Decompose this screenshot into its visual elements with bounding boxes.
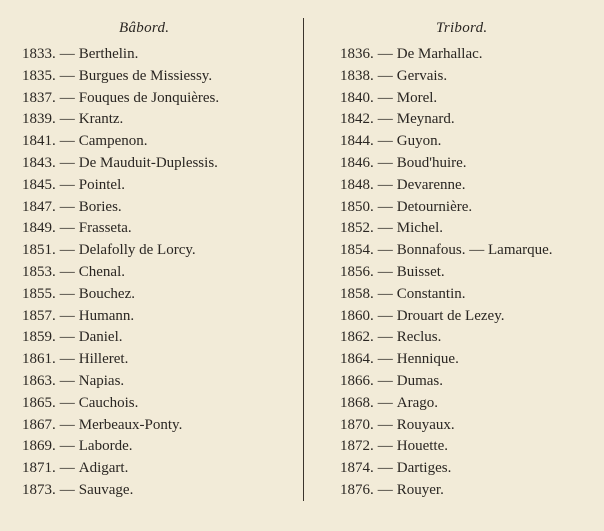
- entry-dash: —: [377, 481, 393, 498]
- entry-dash: —: [377, 372, 393, 389]
- entry-year: 1861.: [22, 351, 56, 368]
- entry-name: De Marhallac.: [396, 46, 483, 62]
- entry-dash: —: [59, 307, 75, 324]
- list-item: [22, 284, 297, 306]
- entry-name: Drouart de Lezey.: [396, 307, 505, 324]
- entry-dash: —: [59, 154, 75, 171]
- entry-dash: —: [377, 220, 393, 237]
- entry-dash: —: [377, 89, 393, 106]
- list-item: [340, 480, 602, 502]
- list-item: [340, 371, 602, 393]
- entry-dash: —: [377, 242, 393, 259]
- entry-dash: —: [59, 198, 75, 215]
- entry-dash: —: [377, 285, 393, 302]
- entry-list-tribord: [340, 44, 602, 502]
- list-item: [340, 284, 602, 306]
- list-item: [340, 153, 602, 175]
- entry-dash: —: [59, 372, 75, 389]
- entry-year: 1855.: [22, 285, 56, 302]
- entry-name: Houette.: [396, 438, 448, 455]
- entry-dash: —: [377, 176, 393, 193]
- list-item: [340, 436, 602, 458]
- column-divider: [303, 18, 304, 501]
- list-item: [340, 327, 602, 349]
- list-item: [22, 458, 297, 480]
- entry-year: 1871.: [22, 460, 56, 477]
- entry-dash: —: [59, 133, 75, 150]
- entry-dash: —: [377, 329, 393, 346]
- column-header-babord: Bâbord.: [119, 20, 170, 36]
- entry-dash: —: [377, 351, 393, 368]
- entry-name: Rouyaux.: [396, 416, 455, 433]
- entry-year: 1835.: [22, 67, 56, 84]
- list-item: [340, 44, 602, 66]
- column-babord: [22, 18, 297, 502]
- entry-name: Campenon.: [78, 133, 148, 150]
- entry-dash: —: [377, 438, 393, 455]
- entry-name: Frasseta.: [78, 220, 132, 237]
- entry-dash: —: [377, 154, 393, 171]
- list-item: [340, 415, 602, 437]
- entry-year: 1851.: [22, 242, 56, 259]
- entry-dash: —: [59, 481, 75, 498]
- entry-year: 1853.: [22, 263, 56, 280]
- column-header-tribord: Tribord.: [436, 20, 488, 36]
- entry-year: 1869.: [22, 438, 56, 455]
- entry-name: Adigart.: [78, 460, 129, 477]
- list-item: [22, 262, 297, 284]
- list-item: [340, 175, 602, 197]
- entry-year: 1872.: [340, 438, 374, 455]
- entry-name: Buisset.: [396, 263, 445, 280]
- list-item: [22, 436, 297, 458]
- entry-year: 1844.: [340, 133, 374, 150]
- list-item: [22, 371, 297, 393]
- entry-name: Bories.: [78, 198, 122, 215]
- entry-name: Humann.: [78, 307, 135, 324]
- entry-dash: —: [59, 351, 75, 368]
- entry-name: Chenal.: [78, 263, 125, 280]
- entry-name: Gervais.: [396, 67, 448, 84]
- entry-name: Bouchez.: [78, 285, 135, 302]
- entry-dash: —: [59, 438, 75, 455]
- entry-dash: —: [377, 111, 393, 128]
- list-item: [340, 306, 602, 328]
- entry-name: Laborde.: [78, 438, 133, 455]
- entry-year: 1833.: [22, 46, 56, 62]
- entry-year: 1850.: [340, 198, 374, 215]
- entry-year: 1862.: [340, 329, 374, 346]
- entry-year: 1847.: [22, 198, 56, 215]
- list-item: [22, 109, 297, 131]
- list-item: [22, 349, 297, 371]
- list-item: [340, 458, 602, 480]
- entry-year: 1854.: [340, 242, 374, 259]
- entry-dash: —: [59, 176, 75, 193]
- entry-year: 1848.: [340, 176, 374, 193]
- list-item: [340, 197, 602, 219]
- entry-name: Cauchois.: [78, 394, 139, 411]
- entry-name: Meynard.: [396, 111, 455, 128]
- entry-year: 1873.: [22, 481, 56, 498]
- entry-year: 1840.: [340, 89, 374, 106]
- list-item: [22, 306, 297, 328]
- entry-name: Boud'huire.: [396, 154, 467, 171]
- entry-year: 1856.: [340, 263, 374, 280]
- entry-name: Reclus.: [396, 329, 442, 346]
- list-item: [340, 240, 602, 262]
- entry-dash: —: [59, 285, 75, 302]
- entry-dash: —: [377, 133, 393, 150]
- entry-list-babord: [22, 44, 297, 502]
- entry-name: Daniel.: [78, 329, 123, 346]
- list-item: [340, 349, 602, 371]
- list-item: [340, 393, 602, 415]
- list-item: [22, 88, 297, 110]
- entry-year: 1857.: [22, 307, 56, 324]
- entry-year: 1876.: [340, 481, 374, 498]
- entry-year: 1836.: [340, 46, 374, 62]
- entry-dash: —: [377, 394, 393, 411]
- entry-dash: —: [377, 307, 393, 324]
- entry-dash: —: [59, 242, 75, 259]
- entry-name: Hennique.: [396, 351, 459, 368]
- list-item: [22, 415, 297, 437]
- entry-name: Morel.: [396, 89, 438, 106]
- entry-year: 1863.: [22, 372, 56, 389]
- entry-name: Devarenne.: [396, 176, 466, 193]
- list-item: [340, 218, 602, 240]
- entry-dash: —: [59, 460, 75, 477]
- entry-name: Rouyer.: [396, 481, 444, 498]
- list-item: [22, 197, 297, 219]
- entry-name: Bonnafous. — Lamarque.: [396, 242, 553, 259]
- entry-name: Pointel.: [78, 176, 126, 193]
- entry-name: Michel.: [396, 220, 443, 237]
- entry-dash: —: [59, 329, 75, 346]
- list-item: [22, 131, 297, 153]
- entry-dash: —: [377, 67, 393, 84]
- entry-year: 1845.: [22, 176, 56, 193]
- entry-dash: —: [377, 416, 393, 433]
- list-item: [22, 327, 297, 349]
- entry-year: 1874.: [340, 460, 374, 477]
- entry-year: 1852.: [340, 220, 374, 237]
- list-item: [340, 131, 602, 153]
- entry-dash: —: [59, 394, 75, 411]
- entry-year: 1839.: [22, 111, 56, 128]
- entry-name: Detournière.: [396, 198, 473, 215]
- list-item: [22, 393, 297, 415]
- list-item: [22, 153, 297, 175]
- entry-name: De Mauduit-Duplessis.: [78, 154, 218, 171]
- entry-year: 1843.: [22, 154, 56, 171]
- entry-name: Fouques de Jonquières.: [78, 89, 220, 106]
- entry-year: 1842.: [340, 111, 374, 128]
- entry-name: Krantz.: [78, 111, 124, 128]
- entry-year: 1841.: [22, 133, 56, 150]
- entry-year: 1846.: [340, 154, 374, 171]
- entry-year: 1849.: [22, 220, 56, 237]
- entry-dash: —: [59, 263, 75, 280]
- entry-dash: —: [59, 46, 75, 62]
- entry-name: Hilleret.: [78, 351, 129, 368]
- list-item: [22, 44, 297, 66]
- entry-dash: —: [377, 46, 393, 62]
- entry-year: 1837.: [22, 89, 56, 106]
- list-item: [340, 262, 602, 284]
- list-item: [22, 175, 297, 197]
- list-item: [340, 109, 602, 131]
- entry-name: Guyon.: [396, 133, 442, 150]
- entry-name: Sauvage.: [78, 481, 134, 498]
- entry-year: 1859.: [22, 329, 56, 346]
- list-item: [22, 480, 297, 502]
- entry-dash: —: [59, 89, 75, 106]
- entry-dash: —: [377, 263, 393, 280]
- entry-year: 1838.: [340, 67, 374, 84]
- entry-name: Arago.: [396, 394, 438, 411]
- entry-year: 1860.: [340, 307, 374, 324]
- list-item: [22, 218, 297, 240]
- list-item: [340, 88, 602, 110]
- list-item: [340, 66, 602, 88]
- entry-name: Dartiges.: [396, 460, 452, 477]
- entry-year: 1866.: [340, 372, 374, 389]
- entry-name: Napias.: [78, 372, 125, 389]
- list-item: [22, 66, 297, 88]
- entry-dash: —: [377, 460, 393, 477]
- entry-name: Delafolly de Lorcy.: [78, 242, 196, 259]
- entry-dash: —: [59, 220, 75, 237]
- entry-dash: —: [59, 111, 75, 128]
- entry-dash: —: [377, 198, 393, 215]
- entry-year: 1868.: [340, 394, 374, 411]
- entry-name: Merbeaux-Ponty.: [78, 416, 183, 433]
- entry-year: 1864.: [340, 351, 374, 368]
- entry-year: 1867.: [22, 416, 56, 433]
- entry-name: Constantin.: [396, 285, 466, 302]
- list-item: [22, 240, 297, 262]
- entry-dash: —: [59, 416, 75, 433]
- entry-dash: —: [59, 67, 75, 84]
- column-tribord: [340, 18, 602, 502]
- entry-name: Burgues de Missiessy.: [78, 67, 213, 84]
- entry-year: 1865.: [22, 394, 56, 411]
- entry-year: 1858.: [340, 285, 374, 302]
- entry-year: 1870.: [340, 416, 374, 433]
- entry-name: Berthelin.: [78, 46, 139, 62]
- entry-name: Dumas.: [396, 372, 443, 389]
